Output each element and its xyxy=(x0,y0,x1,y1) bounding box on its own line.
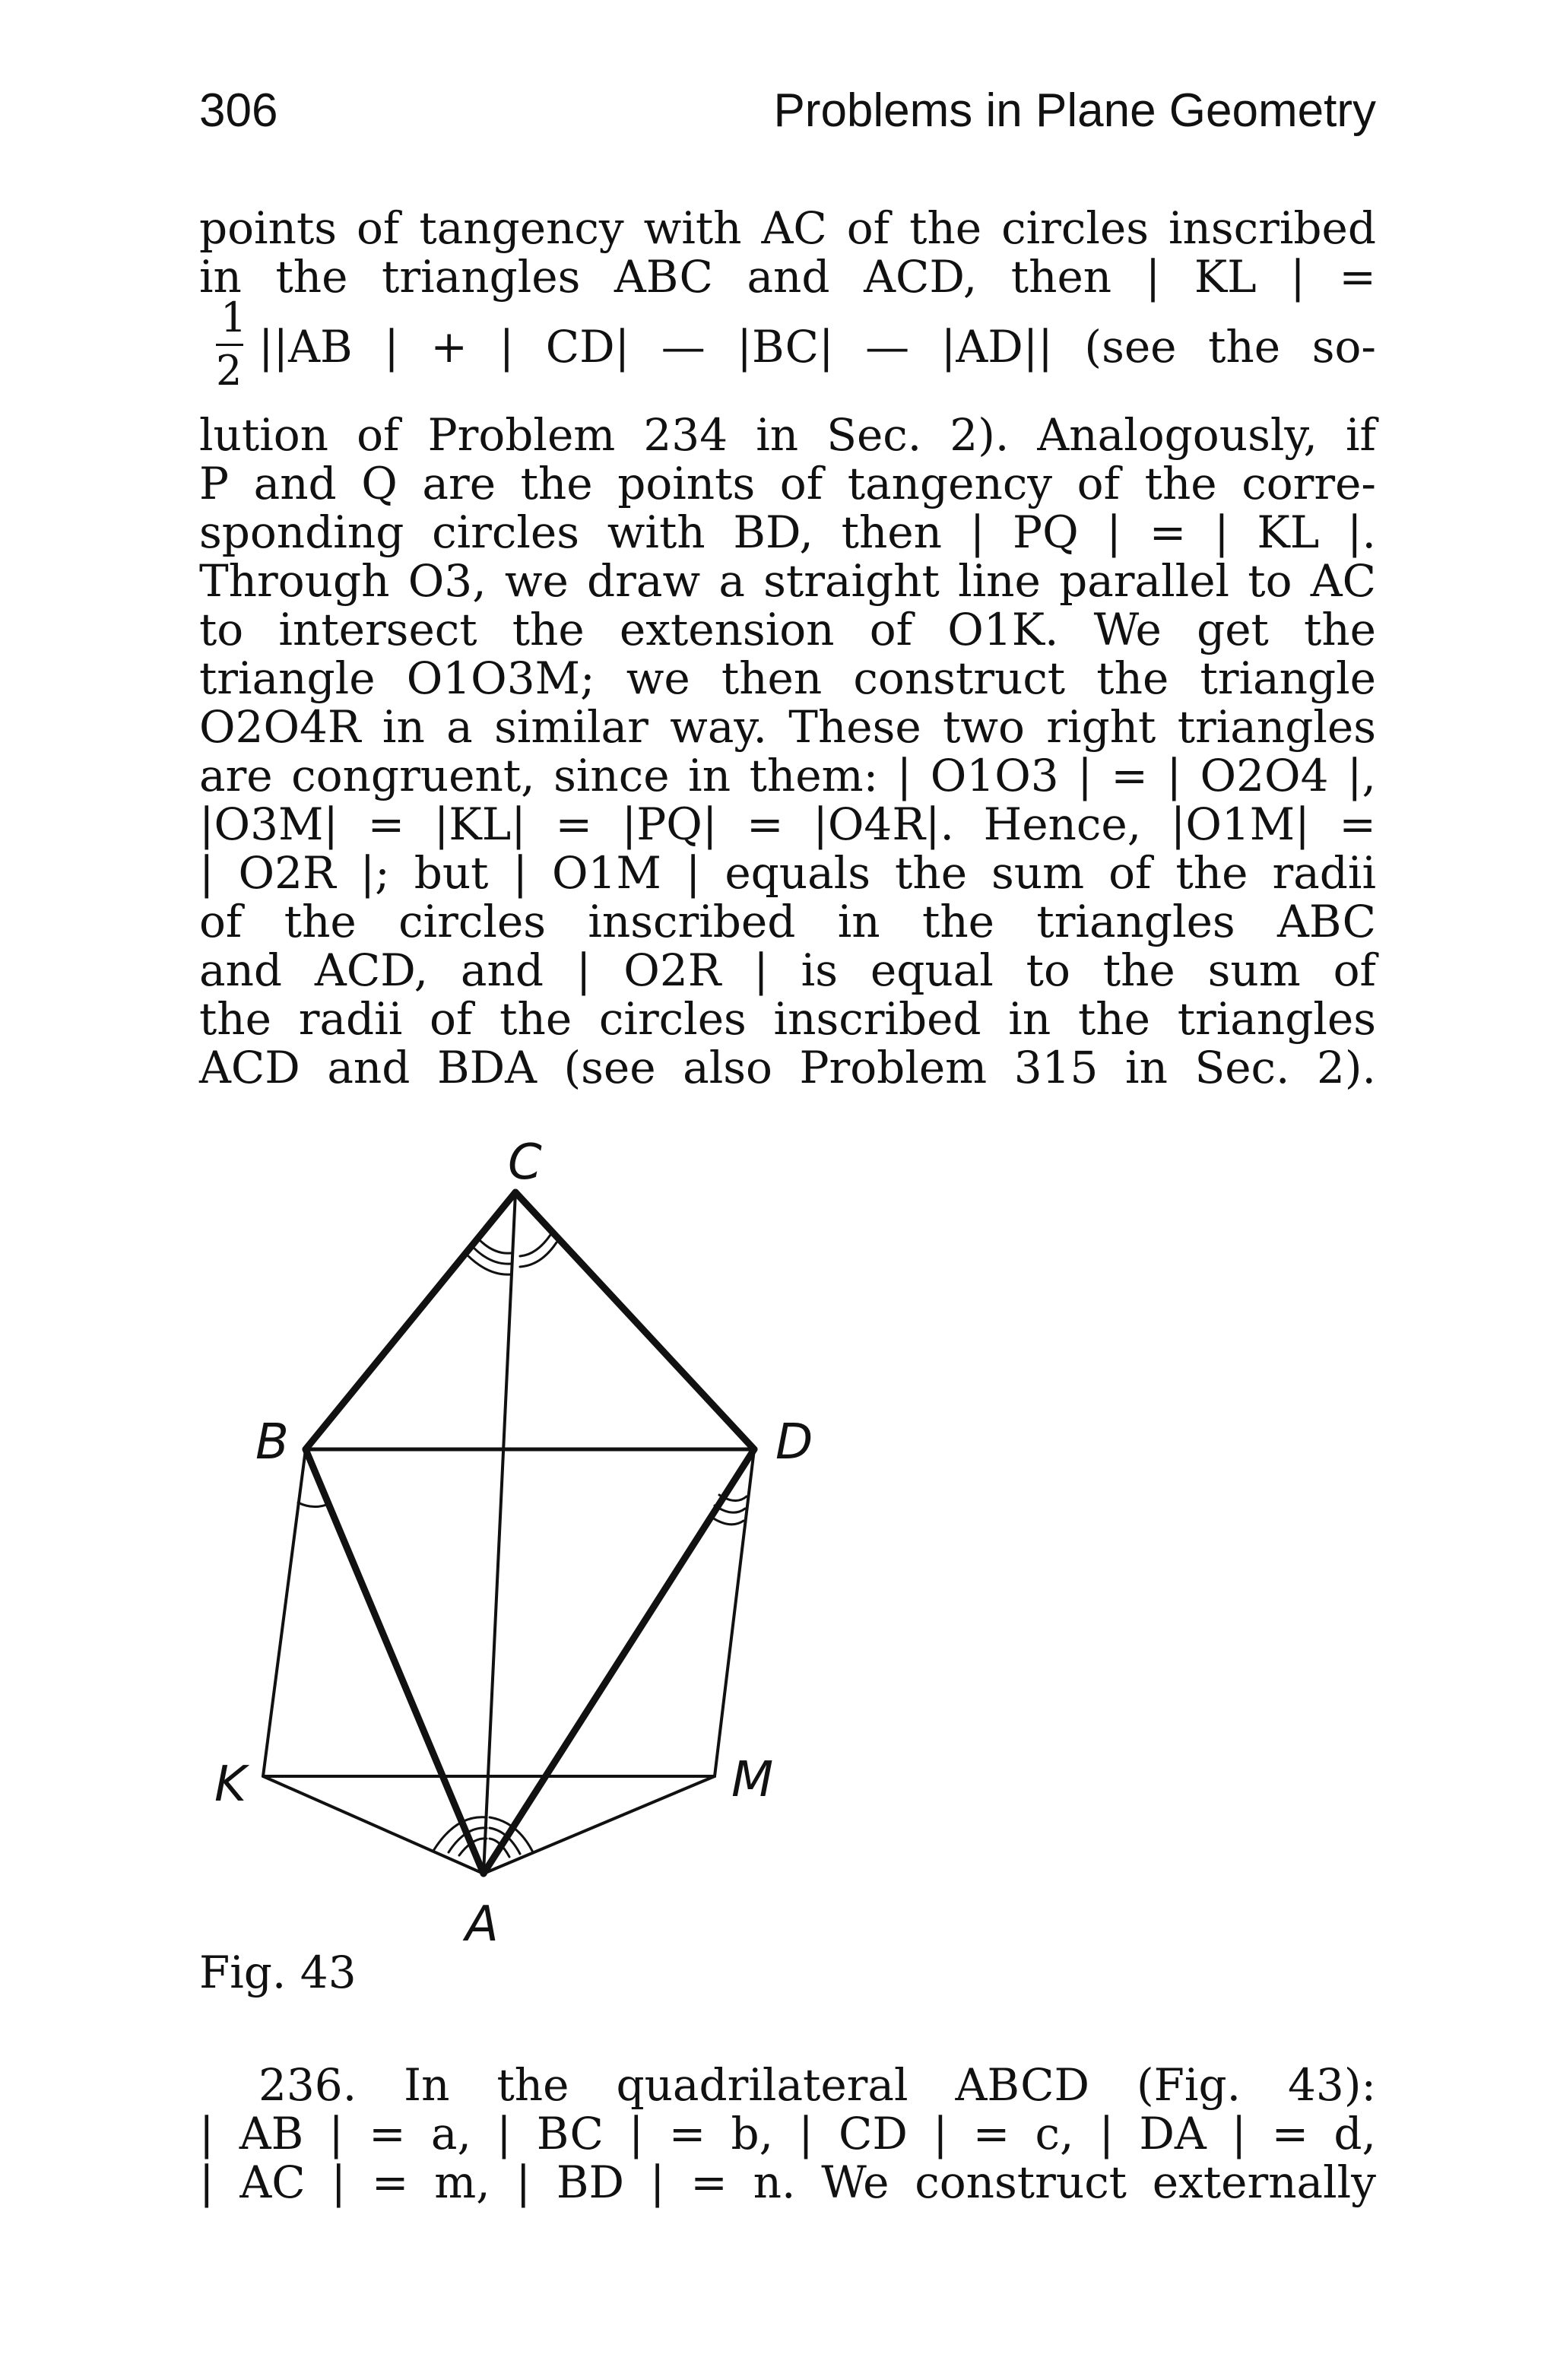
vertex-label-c: C xyxy=(508,1134,542,1191)
diagonal-ca xyxy=(484,1192,515,1874)
angle-mark-d xyxy=(710,1516,744,1525)
vertex-label-b: B xyxy=(255,1414,289,1471)
running-head: Problems in Plane Geometry xyxy=(773,84,1376,137)
angle-mark-c-left xyxy=(479,1239,511,1253)
text-line: O2O4R in a similar way. These two right triangles xyxy=(199,701,1376,753)
vertex-label-a: A xyxy=(465,1896,499,1953)
edge-ba xyxy=(306,1449,484,1874)
vertex-label-k: K xyxy=(214,1756,246,1813)
problem-line: 236. In the quadrilateral ABCD (Fig. 43): xyxy=(258,2059,1376,2111)
text-line: points of tangency with AC of the circles inscribed xyxy=(199,202,1376,254)
angle-mark-c-right xyxy=(520,1235,550,1256)
text-line: to intersect the extension of O1K. We get the xyxy=(199,604,1376,655)
edge-cb xyxy=(306,1192,515,1449)
text-line: the radii of the circles inscribed in the triangles xyxy=(199,993,1376,1045)
text-line: lution of Problem 234 in Sec. 2). Analogously, if xyxy=(199,409,1376,461)
edge-da xyxy=(484,1449,754,1874)
text-line: ACD and BDA (see also Problem 315 in Sec. 2). xyxy=(199,1042,1376,1093)
fraction-numerator: 1 xyxy=(220,294,247,341)
text-line: Through O3, we draw a straight line parallel to AC xyxy=(199,555,1376,607)
text-line: of the circles inscribed in the triangles ABC xyxy=(199,896,1376,947)
angle-mark-b xyxy=(298,1503,328,1507)
text-line: triangle O1O3M; we then construct the triangle xyxy=(199,652,1376,704)
fraction-bar xyxy=(216,344,243,346)
page-header xyxy=(199,84,1376,144)
edge-cd xyxy=(515,1192,754,1449)
fraction-denominator: 2 xyxy=(216,347,243,395)
angle-mark-a xyxy=(433,1817,487,1851)
vertex-label-m: M xyxy=(731,1752,774,1808)
page-number: 306 xyxy=(199,84,278,137)
problem-line: | AC | = m, | BD | = n. We construct externally xyxy=(199,2156,1376,2208)
text-line: |O3M| = |KL| = |PQ| = |O4R|. Hence, |O1M| = xyxy=(199,798,1376,850)
figure-caption: Fig. 43 xyxy=(199,1947,357,1998)
vertex-label-d: D xyxy=(775,1414,813,1471)
text-line: P and Q are the points of tangency of the corre- xyxy=(199,458,1376,509)
text-line: | O2R |; but | O1M | equals the sum of the radii xyxy=(199,847,1376,899)
problem-line: | AB | = a, | BC | = b, | CD | = c, | DA | = d, xyxy=(199,2108,1376,2159)
text-line: and ACD, and | O2R | is equal to the sum of xyxy=(199,944,1376,996)
text-line: in the triangles ABC and ACD, then | KL | = xyxy=(199,251,1376,303)
text-line: sponding circles with BD, then | PQ | = | KL |. xyxy=(199,506,1376,558)
segment-bk xyxy=(263,1449,306,1776)
text-line: are congruent, since in them: | O1O3 | = | O2O4 |, xyxy=(199,750,1376,801)
text-line: ||AB | + | CD| — |BC| — |AD|| (see the so- xyxy=(258,321,1376,373)
